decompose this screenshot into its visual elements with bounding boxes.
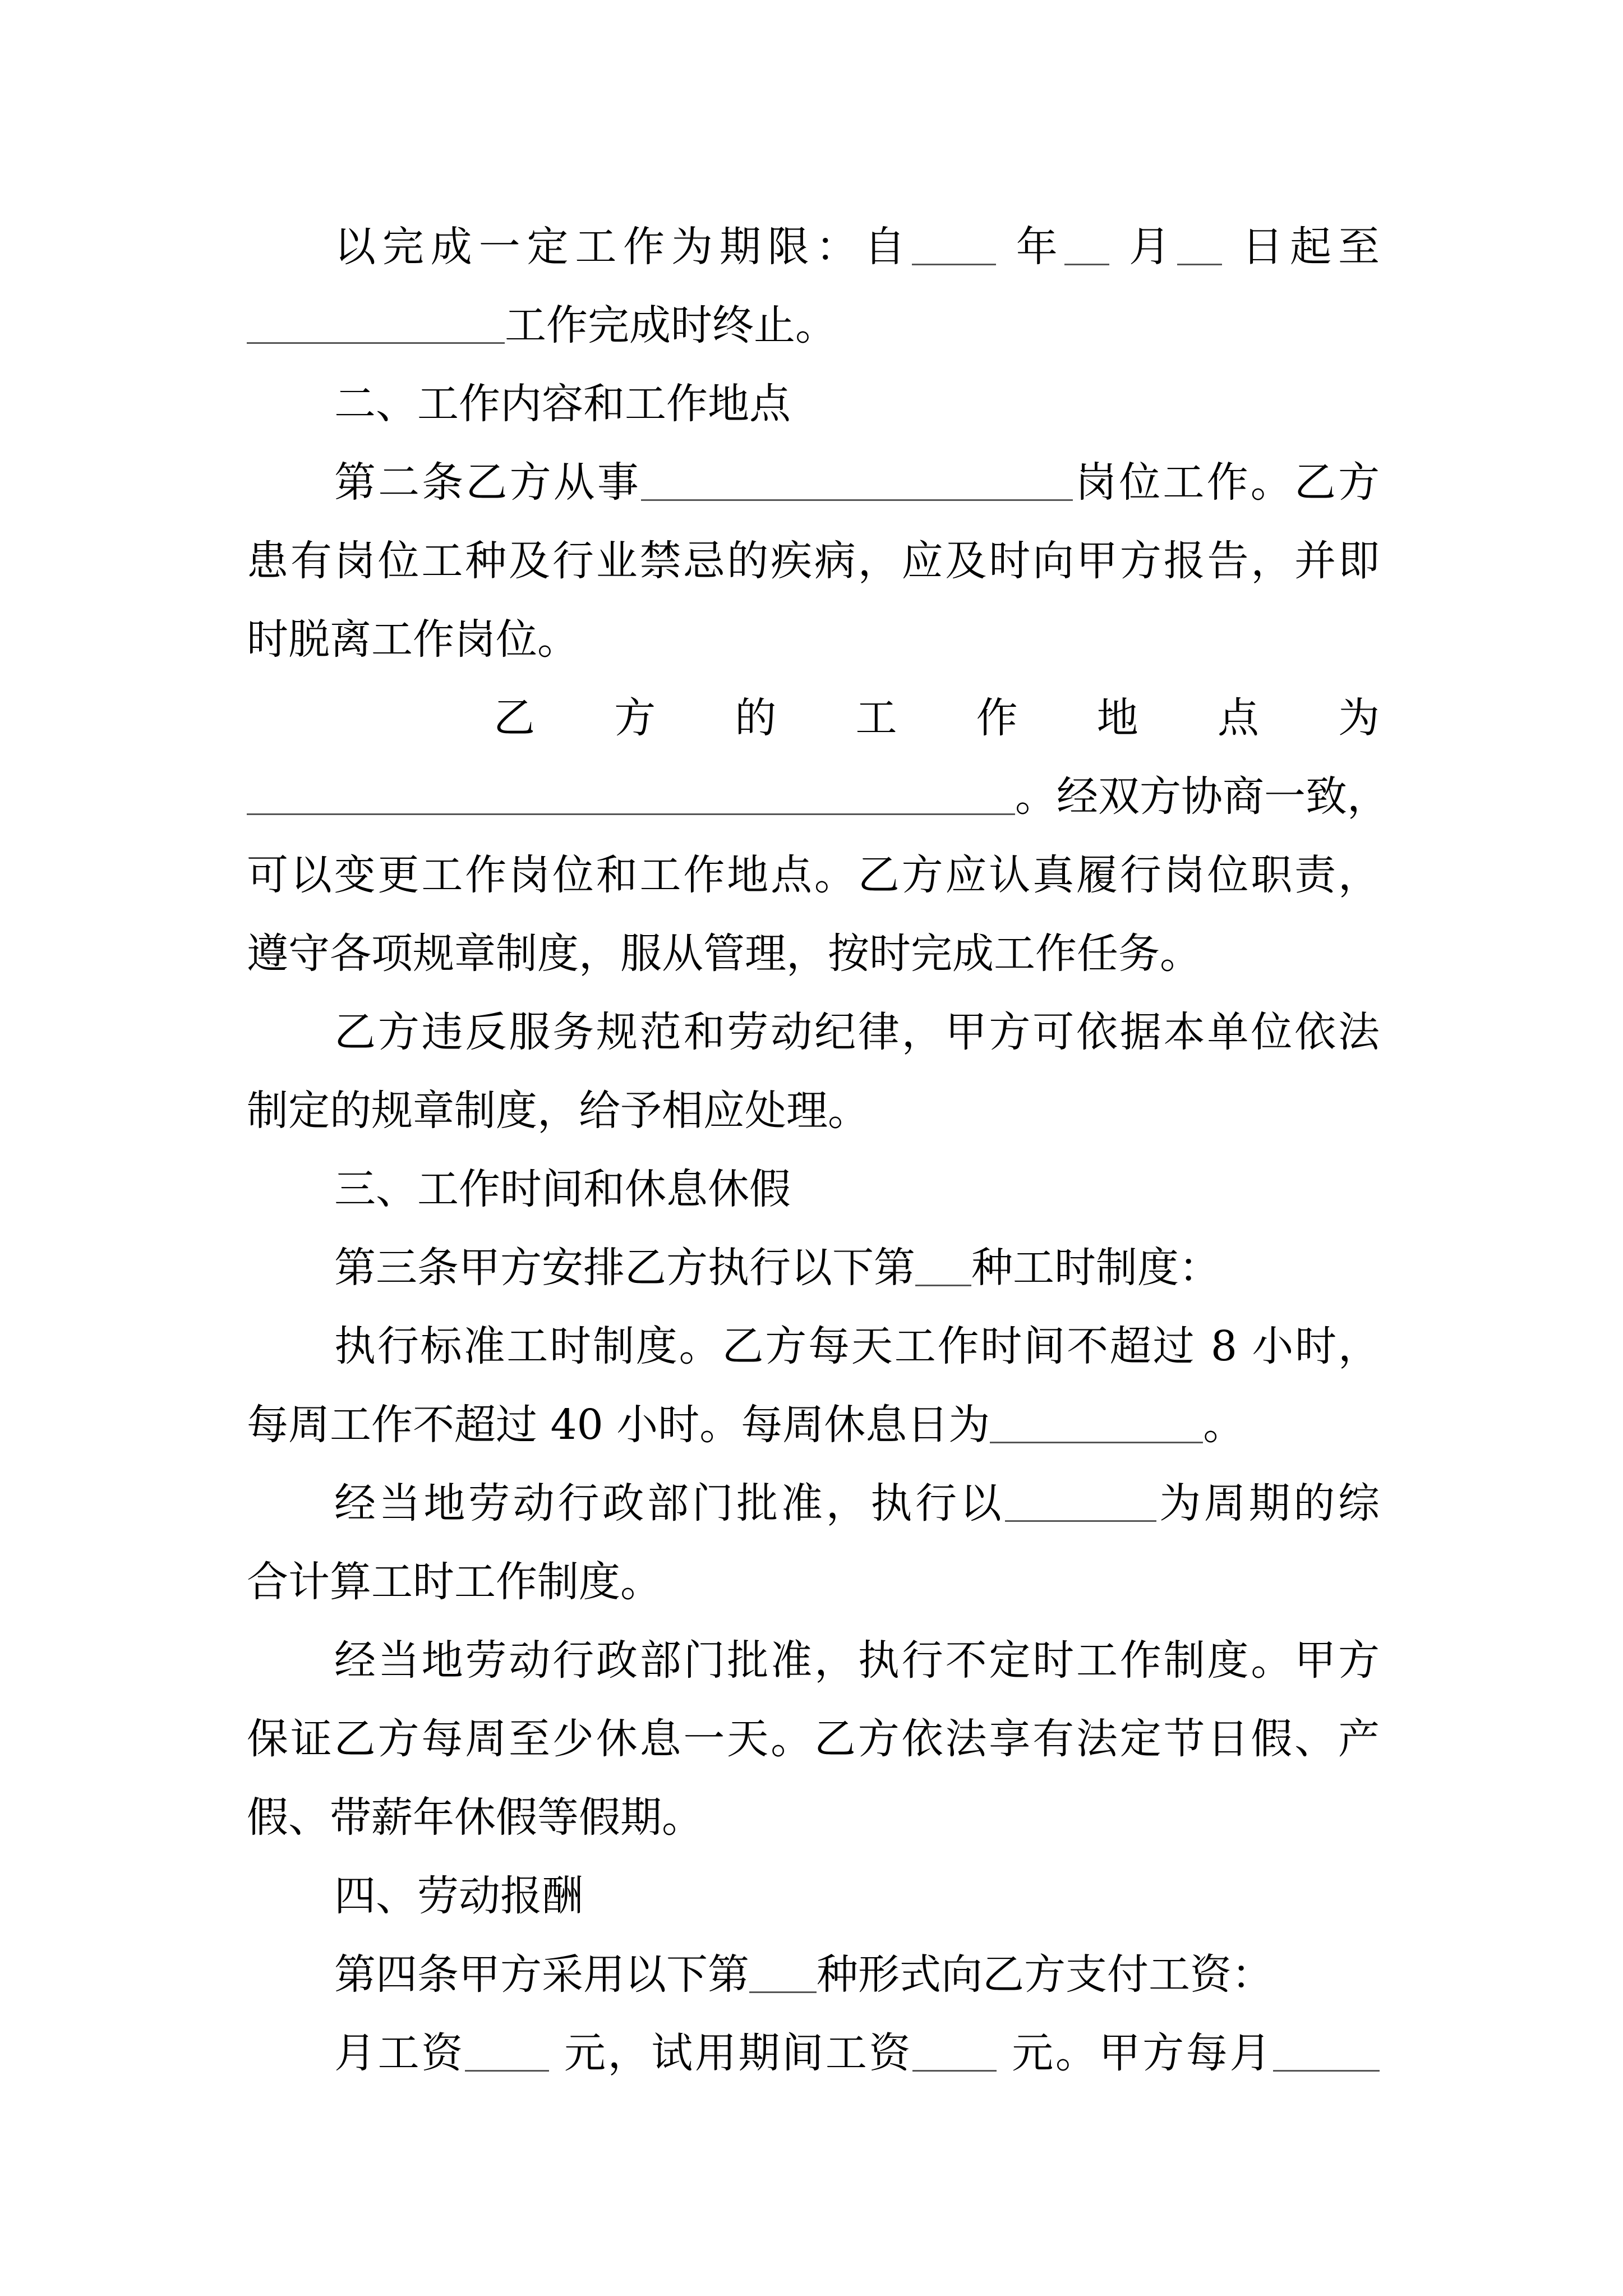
text-run: 元，试用期间工资: [564, 2029, 913, 2077]
fill-blank: [912, 2014, 997, 2072]
text-run: 工作完成时终止。: [505, 301, 837, 349]
text-run: 每周工作不超过 40 小时。每周休息日为: [247, 1401, 990, 1449]
fill-blank: [1064, 208, 1109, 265]
paragraph-line: [247, 757, 1389, 836]
text-run: 为周期的综: [1156, 1479, 1380, 1527]
fill-blank: [247, 757, 1015, 815]
paragraph-line: [334, 1935, 1380, 2014]
paragraph-line: 假、带薪年休假等假期。: [247, 1793, 703, 1842]
paragraph-line: 保证乙方每周至少休息一天。乙方依法享有法定节日假、产: [247, 1715, 1380, 1763]
paragraph-line: 遵守各项规章制度，服从管理，按时完成工作任务。: [247, 930, 1201, 978]
text-char: 作: [976, 694, 1051, 742]
text-run: 。经双方协商一致，: [1015, 772, 1389, 821]
text-run: 种形式向乙方支付工资：: [817, 1950, 1273, 1999]
paragraph-line: [334, 1228, 1380, 1307]
fill-blank: [915, 1228, 971, 1286]
paragraph-line: [494, 679, 1380, 757]
text-run: 月: [1129, 223, 1177, 271]
paragraph-line: [247, 1386, 1380, 1464]
text-char: 点: [1217, 694, 1292, 742]
text-run: 岗位工作。乙方: [1073, 458, 1380, 507]
paragraph-line: [334, 208, 1380, 286]
fill-blank: [990, 1386, 1203, 1443]
text-run: 种工时制度：: [971, 1244, 1220, 1292]
text-run: 经当地劳动行政部门批准，执行以: [334, 1479, 1005, 1527]
text-run: 。: [1203, 1401, 1245, 1449]
text-char: 工: [855, 694, 930, 742]
paragraph-line: 执行标准工时制度。乙方每天工作时间不超过 8 小时，: [334, 1322, 1380, 1370]
paragraph-line: 经当地劳动行政部门批准，执行不定时工作制度。甲方: [334, 1636, 1380, 1685]
text-run: 元。甲方每月: [1012, 2029, 1274, 2077]
fill-blank: [749, 1935, 817, 1993]
paragraph-line: [247, 286, 1380, 365]
fill-blank: [1177, 208, 1222, 265]
section-heading: 二、工作内容和工作地点: [334, 380, 791, 428]
text-char: 地: [1096, 694, 1172, 742]
paragraph-line: 合计算工时工作制度。: [247, 1558, 662, 1606]
fill-blank: [1273, 2014, 1380, 2072]
text-run: 日起至: [1242, 223, 1380, 271]
fill-blank: [465, 2014, 549, 2072]
text-char: 的: [735, 694, 810, 742]
fill-blank: [247, 286, 505, 344]
fill-blank: [912, 208, 996, 265]
fill-blank: [1005, 1464, 1156, 1522]
paragraph-line: 时脱离工作岗位。: [247, 615, 579, 664]
paragraph-line: 乙方违反服务规范和劳动纪律，甲方可依据本单位依法: [334, 1008, 1380, 1056]
text-run: 年: [1016, 223, 1064, 271]
paragraph-line: 制定的规章制度，给予相应处理。: [247, 1087, 869, 1135]
paragraph-line: [334, 443, 1380, 522]
section-heading: 四、劳动报酬: [334, 1872, 583, 1920]
paragraph-line: 可以变更工作岗位和工作地点。乙方应认真履行岗位职责，: [247, 851, 1380, 899]
text-char: 为: [1338, 694, 1380, 742]
text-run: 月工资: [334, 2029, 465, 2077]
section-heading: 三、工作时间和休息休假: [334, 1165, 791, 1213]
text-char: 方: [614, 694, 689, 742]
fill-blank: [641, 443, 1073, 501]
text-run: 以完成一定工作为期限：自: [334, 223, 912, 271]
paragraph-line: [334, 1464, 1380, 1543]
paragraph-line: 患有岗位工种及行业禁忌的疾病，应及时向甲方报告，并即: [247, 537, 1380, 585]
text-char: 乙: [494, 694, 568, 742]
text-run: 第三条甲方安排乙方执行以下第: [334, 1244, 915, 1292]
paragraph-line: [334, 2014, 1380, 2092]
text-run: 第二条乙方从事: [334, 458, 641, 507]
text-run: 第四条甲方采用以下第: [334, 1950, 749, 1999]
